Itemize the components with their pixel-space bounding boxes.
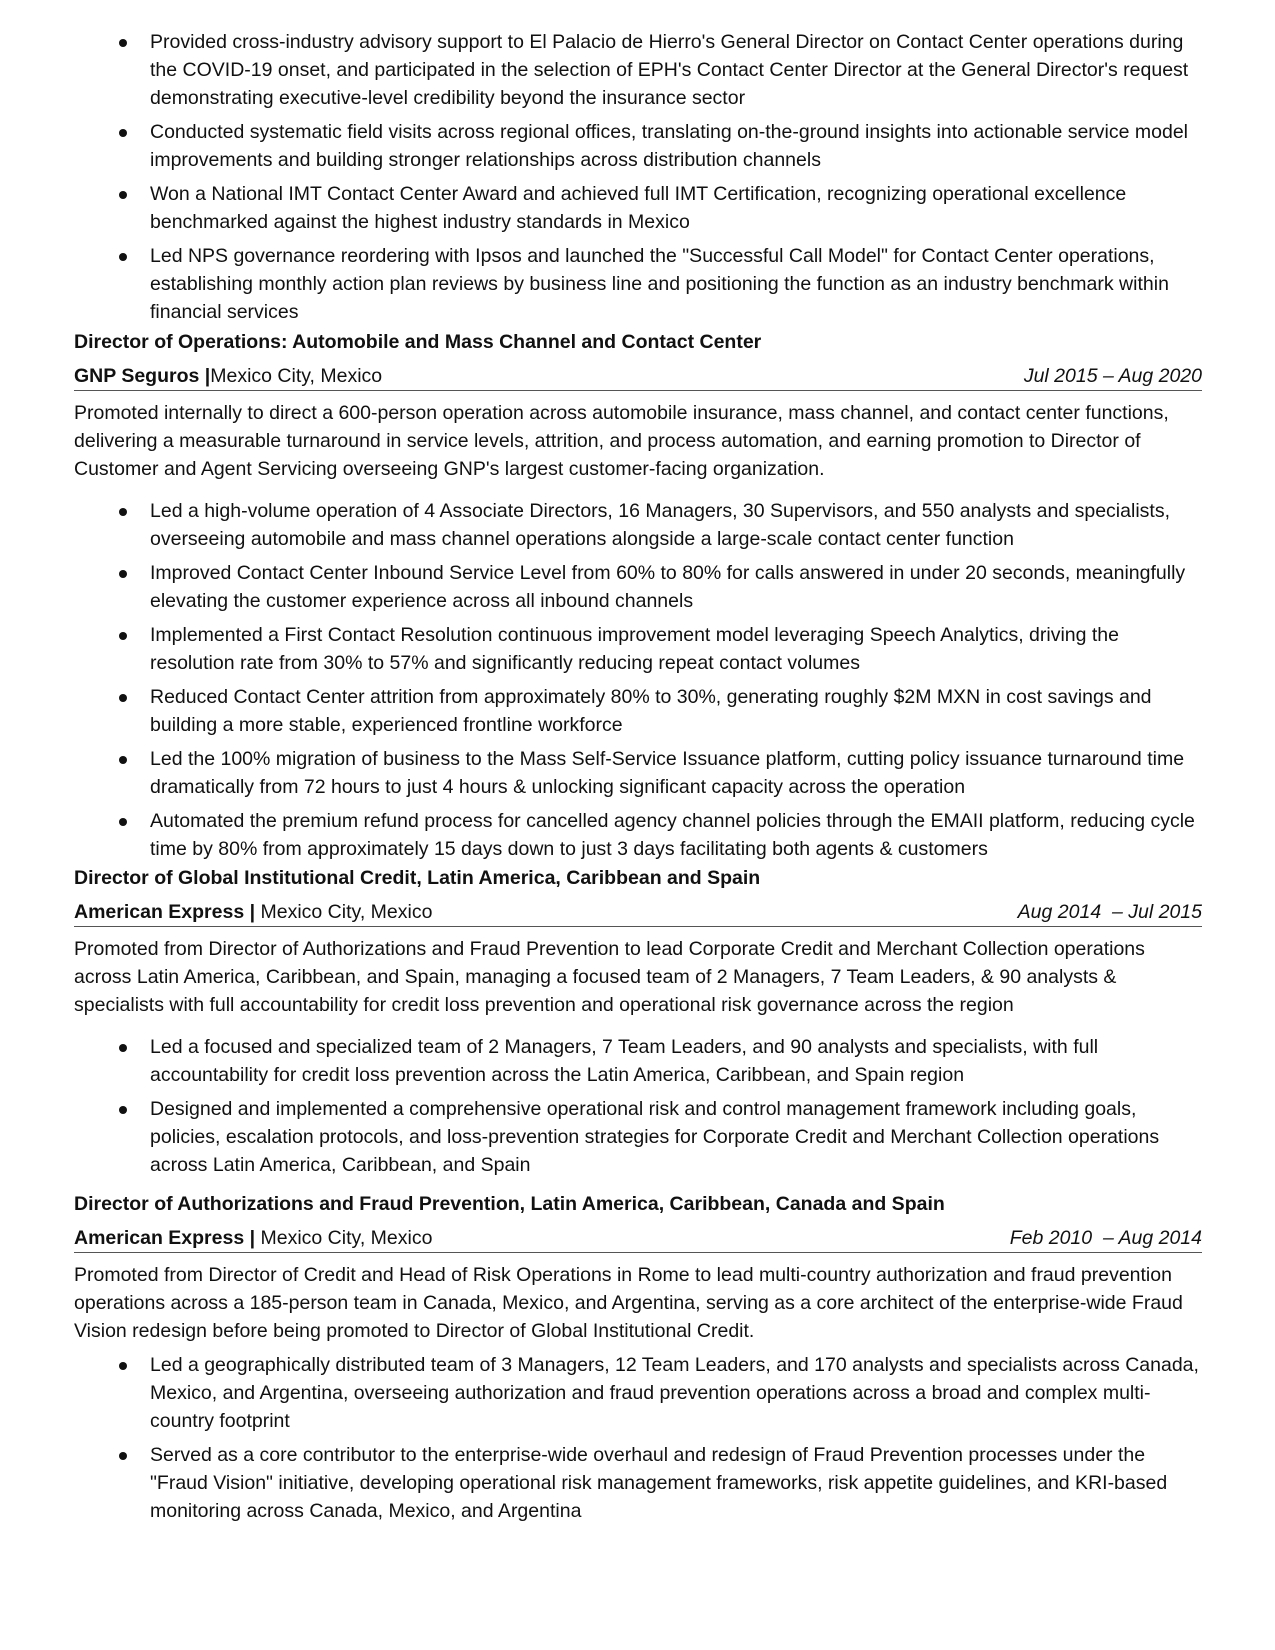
bullet-item: Led NPS governance reordering with Ipsos and launched the "Successful Call Model" for Contact Center operations, establishing monthly action plan reviews by business line and positioning the function as an industry benchmark within financial services bbox=[74, 242, 1202, 326]
role-title: Director of Authorizations and Fraud Prevention, Latin America, Caribbean, Canada and Spain bbox=[74, 1193, 945, 1215]
role-summary: Promoted internally to direct a 600-person operation across automobile insurance, mass channel, and contact center functions, delivering a measurable turnaround in service levels, attrition, and process automation, and earning promotion to Director of Customer and Agent Servicing overseeing GNP's largest customer-facing organization. bbox=[74, 402, 1169, 480]
company-location bbox=[74, 362, 382, 390]
bullet-item: Implemented a First Contact Resolution continuous improvement model leveraging Speech Analytics, driving the resolution rate from 30% to 57% and significantly reducing repeat contact volumes bbox=[74, 621, 1202, 677]
role-bullet-list bbox=[74, 1351, 1202, 1525]
location: Mexico City, Mexico bbox=[210, 365, 383, 387]
company-name: American Express bbox=[74, 901, 245, 923]
separator: | bbox=[249, 1227, 256, 1249]
role-title: Director of Global Institutional Credit, Latin America, Caribbean and Spain bbox=[74, 867, 761, 889]
role-summary: Promoted from Director of Credit and Head of Risk Operations in Rome to lead multi-country authorization and fraud prevention operations across a 185-person team in Canada, Mexico, and Argentina, serving as a core architect of the enterprise-wide Fraud Vision redesign before being promoted to Director of Global Institutional Credit. bbox=[74, 1264, 1183, 1342]
role-amex-fraud-prevention bbox=[74, 1190, 1202, 1531]
company-line bbox=[74, 362, 1202, 391]
bullet-item: Led a high-volume operation of 4 Associate Directors, 16 Managers, 30 Supervisors, and 550 analysts and specialists, overseeing automobile and mass channel operations alongside a large-scale contact center function bbox=[74, 497, 1202, 553]
role-bullet-list bbox=[74, 1033, 1202, 1179]
company-line bbox=[74, 1224, 1202, 1253]
company-name: GNP Seguros bbox=[74, 365, 200, 387]
company-location bbox=[74, 898, 432, 926]
location: Mexico City, Mexico bbox=[260, 901, 433, 923]
role-dates: Jul 2015 – Aug 2020 bbox=[1023, 365, 1202, 387]
bullet-item: Provided cross-industry advisory support to El Palacio de Hierro's General Director on Contact Center operations during the COVID-19 onset, and participated in the selection of EPH's Contact Center Director at the General Director's request demonstrating executive-level credibility beyond the insurance sector bbox=[74, 28, 1202, 112]
bullet-item: Won a National IMT Contact Center Award and achieved full IMT Certification, recognizing operational excellence benchmarked against the highest industry standards in Mexico bbox=[74, 180, 1202, 236]
bullet-item: Served as a core contributor to the enterprise-wide overhaul and redesign of Fraud Prevention processes under the "Fraud Vision" initiative, developing operational risk management frameworks, risk appetite guidelines, and KRI-based monitoring across Canada, Mexico, and Argentina bbox=[74, 1441, 1202, 1525]
role-title: Director of Operations: Automobile and Mass Channel and Contact Center bbox=[74, 331, 762, 353]
bullet-item: Led a geographically distributed team of 3 Managers, 12 Team Leaders, and 170 analysts and specialists across Canada, Mexico, and Argentina, overseeing authorization and fraud prevention operations across a broad and complex multi-country footprint bbox=[74, 1351, 1202, 1435]
bullet-item: Designed and implemented a comprehensive operational risk and control management framework including goals, policies, escalation protocols, and loss-prevention strategies for Corporate Credit and Merchant Collection operations across Latin America, Caribbean, and Spain bbox=[74, 1095, 1202, 1179]
company-location bbox=[74, 1224, 432, 1252]
bullet-item: Reduced Contact Center attrition from approximately 80% to 30%, generating roughly $2M MXN in cost savings and building a more stable, experienced frontline workforce bbox=[74, 683, 1202, 739]
role-gnp-seguros bbox=[74, 328, 1202, 869]
separator: | bbox=[204, 365, 211, 387]
role-amex-institutional-credit bbox=[74, 864, 1202, 1185]
role-summary: Promoted from Director of Authorizations and Fraud Prevention to lead Corporate Credit and Merchant Collection operations across Latin America, Caribbean, and Spain, managing a focused team of 2 Managers, 7 Team Leaders, & 90 analysts & specialists with full accountability for credit loss prevention and operational risk governance across the region bbox=[74, 938, 1145, 1016]
role-bullet-list bbox=[74, 497, 1202, 863]
bullet-item: Automated the premium refund process for cancelled agency channel policies through the EMAII platform, reducing cycle time by 80% from approximately 15 days down to just 3 days facilitating both agents & customers bbox=[74, 807, 1202, 863]
bullet-item: Improved Contact Center Inbound Service Level from 60% to 80% for calls answered in under 20 seconds, meaningfully elevating the customer experience across all inbound channels bbox=[74, 559, 1202, 615]
bullet-item: Conducted systematic field visits across regional offices, translating on-the-ground insights into actionable service model improvements and building stronger relationships across distribution channels bbox=[74, 118, 1202, 174]
company-name: American Express bbox=[74, 1227, 245, 1249]
role-dates: Aug 2014 – Jul 2015 bbox=[1017, 901, 1202, 923]
separator: | bbox=[249, 901, 256, 923]
bullet-item: Led the 100% migration of business to the Mass Self-Service Issuance platform, cutting policy issuance turnaround time dramatically from 72 hours to just 4 hours & unlocking significant capacity across the operation bbox=[74, 745, 1202, 801]
bullet-item: Led a focused and specialized team of 2 Managers, 7 Team Leaders, and 90 analysts and specialists, with full accountability for credit loss prevention across the Latin America, Caribbean, and Spain region bbox=[74, 1033, 1202, 1089]
company-line bbox=[74, 898, 1202, 927]
role-dates: Feb 2010 – Aug 2014 bbox=[1009, 1227, 1202, 1249]
intro-section bbox=[74, 28, 1202, 332]
intro-bullet-list bbox=[74, 28, 1202, 326]
location: Mexico City, Mexico bbox=[260, 1227, 433, 1249]
